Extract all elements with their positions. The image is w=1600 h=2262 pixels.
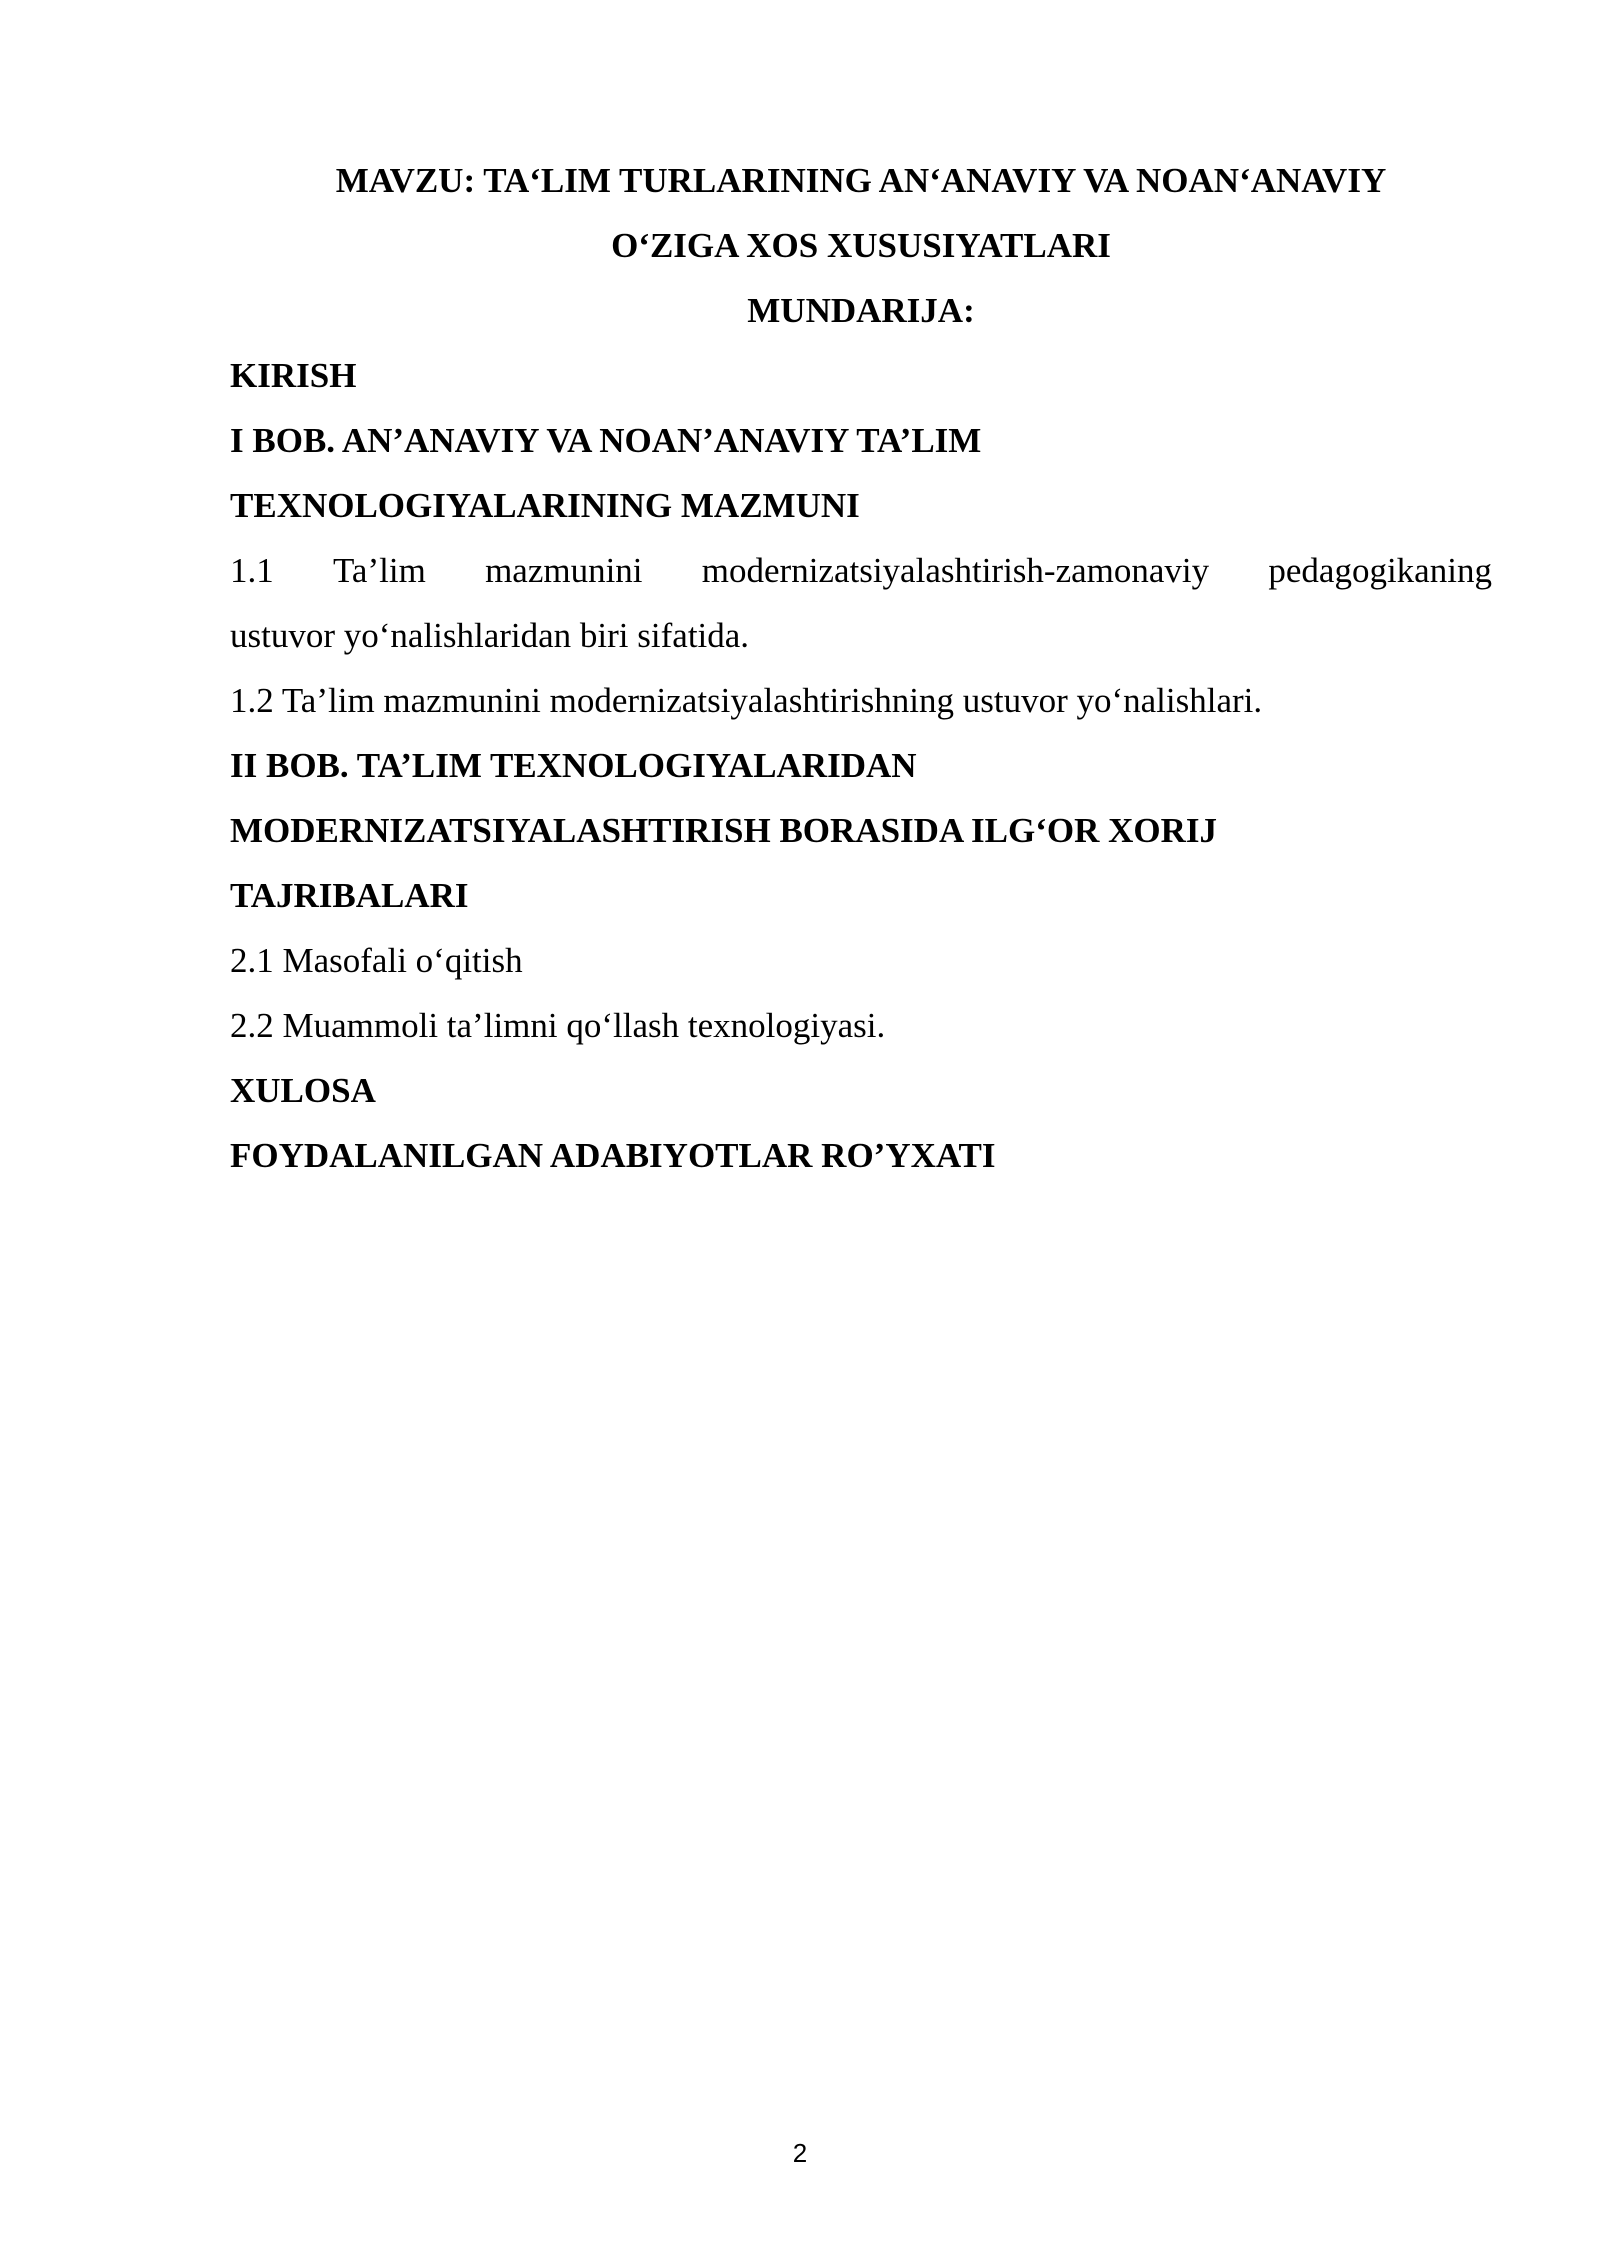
toc-chapter-2-line-1: II BOB. TA’LIM TEXNOLOGIYALARIDAN: [230, 746, 917, 785]
document-title-line-1: MAVZU: TA‘LIM TURLARINING AN‘ANAVIY VA NOAN‘ANAVIY: [335, 161, 1387, 200]
toc-intro: KIRISH: [230, 356, 357, 395]
toc-chapter-1-line-2: TEXNOLOGIYALARINING MAZMUNI: [230, 486, 860, 525]
toc-section-1-2: 1.2 Ta’lim mazmunini modernizatsiyalashtirishning ustuvor yo‘nalishlari.: [230, 681, 1263, 720]
page-content: [230, 148, 1492, 1188]
toc-chapter-2-line-2: MODERNIZATSIYALASHTIRISH BORASIDA ILG‘OR XORIJ: [230, 811, 1218, 850]
toc-chapter-2-line-3: TAJRIBALARI: [230, 876, 469, 915]
toc-section-1-1-word: mazmunini: [485, 551, 643, 590]
toc-section-1-1-word: modernizatsiyalashtirish-zamonaviy: [701, 551, 1210, 590]
toc-section-2-2: 2.2 Muammoli ta’limni qo‘llash texnologiyasi.: [230, 1006, 886, 1045]
toc-references: FOYDALANILGAN ADABIYOTLAR RO’YXATI: [230, 1136, 996, 1175]
toc-section-1-1-word: Ta’lim: [333, 551, 426, 590]
toc-chapter-1-line-1: I BOB. AN’ANAVIY VA NOAN’ANAVIY TA’LIM: [230, 421, 982, 460]
toc-section-1-1-word: pedagogikaning: [1268, 551, 1492, 590]
page-number: 2: [792, 2138, 808, 2168]
toc-section-2-1: 2.1 Masofali o‘qitish: [230, 941, 523, 980]
toc-conclusion: XULOSA: [230, 1071, 376, 1110]
toc-section-1-1-word: 1.1: [230, 551, 274, 590]
toc-heading: MUNDARIJA:: [747, 291, 975, 330]
document-title-line-2: O‘ZIGA XOS XUSUSIYATLARI: [611, 226, 1111, 265]
toc-section-1-1-line-1: [230, 538, 1492, 603]
toc-section-1-1-line-2: ustuvor yo‘nalishlaridan biri sifatida.: [230, 616, 750, 655]
